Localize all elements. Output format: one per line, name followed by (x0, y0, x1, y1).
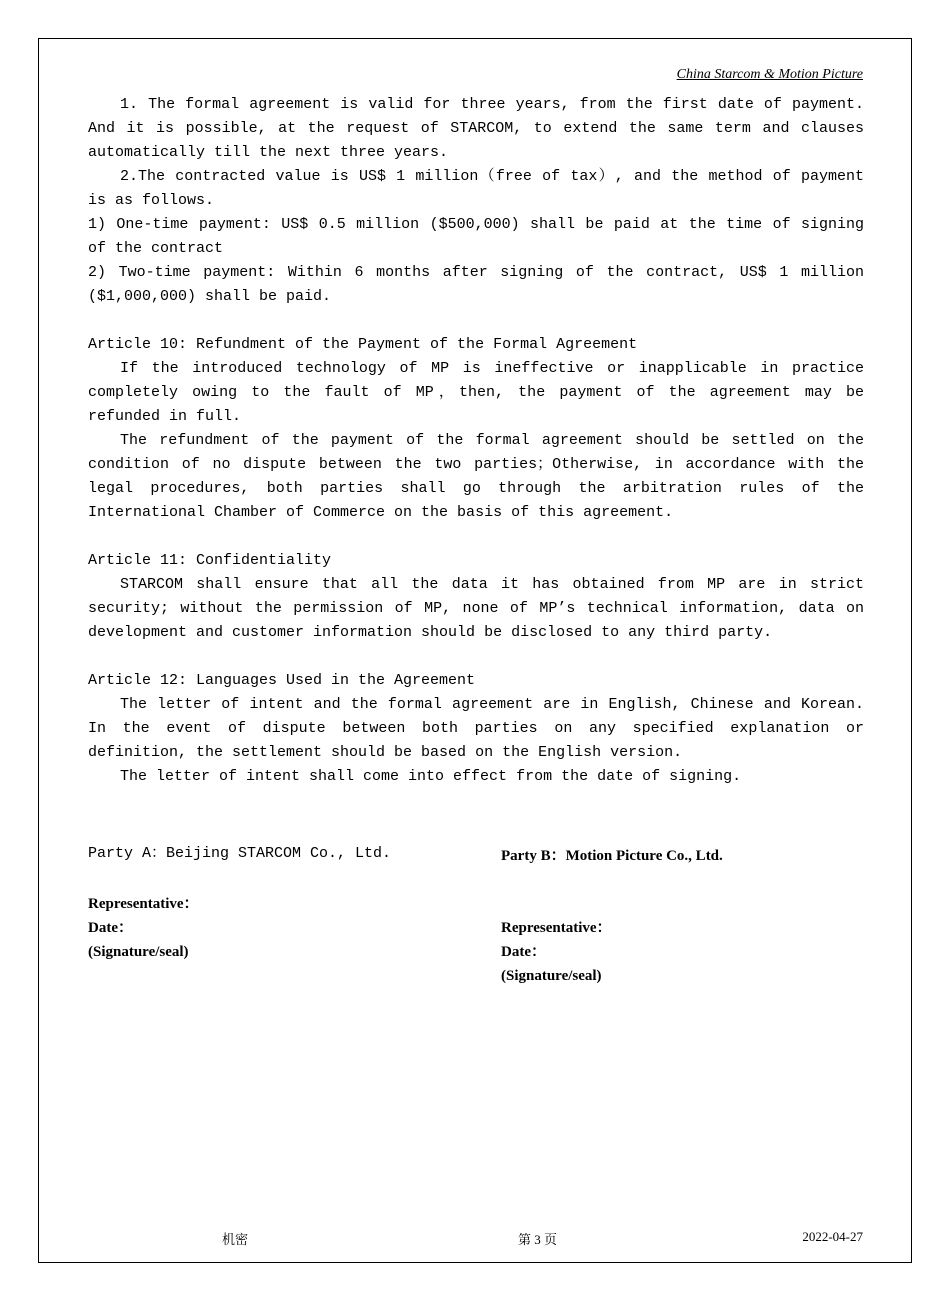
clause-2: 2.The contracted value is US$ 1 million（free of tax）, and the method of payment is as follows. (88, 168, 864, 209)
article-11-paragraph-1: STARCOM shall ensure that all the data it has obtained from MP are in strict security; without the permission of MP, none of MP’s technical information, data on development and customer information should be disclosed to any third party. (88, 576, 864, 641)
payment-option-2: 2) Two-time payment: Within 6 months after signing of the contract, US$ 1 million ($1,000,000) shall be paid. (88, 264, 864, 305)
document-body (88, 93, 864, 789)
article-12-paragraph-2: The letter of intent shall come into effect from the date of signing. (120, 768, 742, 785)
party-b-seal-label: (Signature/seal) (501, 968, 602, 984)
article-10-heading: Article 10: Refundment of the Payment of the Formal Agreement (88, 336, 638, 353)
payment-option-1: 1) One-time payment: US$ 0.5 million ($500,000) shall be paid at the time of signing of the contract (88, 216, 864, 257)
footer-page-number: 第 3 页 (518, 1232, 558, 1247)
party-a-date-label: Date： (88, 920, 133, 936)
article-10-paragraph-1: If the introduced technology of MP is ineffective or inapplicable in practice completely owing to the fault of MP，then, the payment of the agreement may be refunded in full. (88, 360, 864, 425)
footer-date: 2022-04-27 (802, 1229, 863, 1244)
party-a-representative-label: Representative： (88, 896, 199, 912)
party-a-seal-label: (Signature/seal) (88, 944, 189, 960)
page-header-title: China Starcom & Motion Picture (676, 67, 863, 82)
article-11-heading: Article 11: Confidentiality (88, 552, 332, 569)
party-b-representative-label: Representative： (501, 920, 612, 936)
party-a-name: Party A：Beijing STARCOM Co., Ltd. (88, 845, 392, 862)
party-b-signature-block (501, 916, 612, 988)
footer-confidential: 机密 (222, 1232, 249, 1247)
clause-1: 1. The formal agreement is valid for three years, from the first date of payment. And it is possible, at the request of STARCOM, to extend the same term and clauses automatically till the next three years. (88, 96, 864, 161)
party-a-signature-block (88, 892, 199, 964)
article-12-paragraph-1: The letter of intent and the formal agreement are in English, Chinese and Korean. In the event of dispute between both parties on any specified explanation or definition, the settlement should be based on the English version. (88, 696, 864, 761)
article-12-heading: Article 12: Languages Used in the Agreement (88, 672, 476, 689)
party-b-name: Party B：Motion Picture Co., Ltd. (501, 848, 723, 864)
party-b-date-label: Date： (501, 944, 546, 960)
article-10-paragraph-2: The refundment of the payment of the formal agreement should be settled on the condition of no dispute between the two parties；Otherwise, in accordance with the legal procedures, both parties shall go through the arbitration rules of the International Chamber of Commerce on the basis of this agreement. (88, 432, 864, 521)
